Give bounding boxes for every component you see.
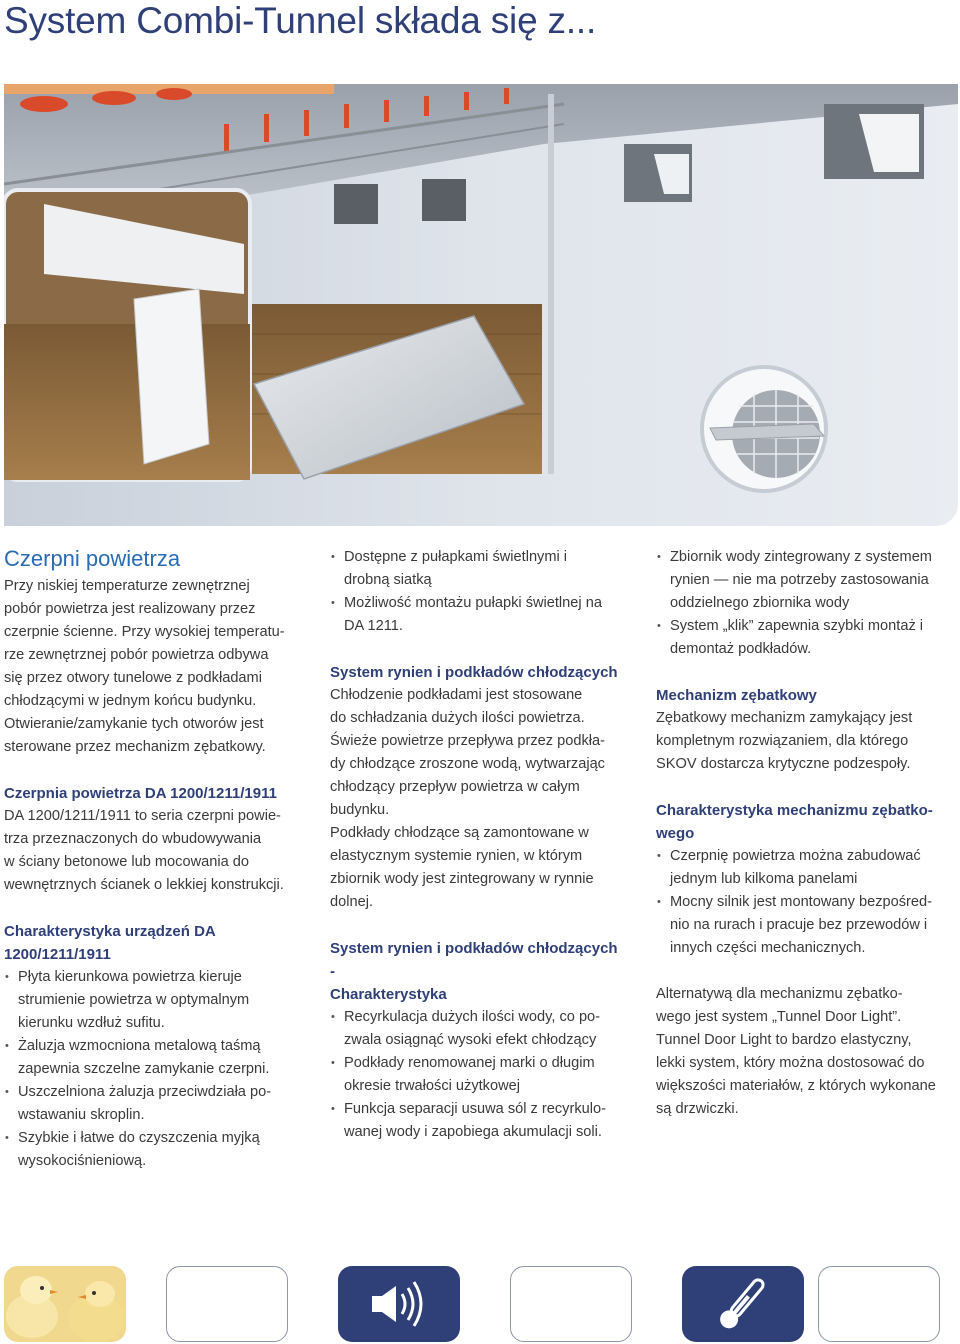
list-item: • Zbiornik wody zintegrowany z systemem rynien — nie ma potrzeby zastosowania oddzielnego zbiornika wody (656, 546, 958, 615)
cooling-features-list (330, 1006, 630, 1144)
rack-mechanism-text: Zębatkowy mechanizm zamykający jest kompletnym rozwiązaniem, dla którego SKOV dostarcza krytyczne podzespoły. (656, 710, 913, 772)
hero-photo (4, 84, 958, 526)
speaker-icon (338, 1266, 460, 1342)
rack-features-list (656, 845, 958, 960)
subheading-da-features: Charakterystyka urządzeń DA 1200/1211/1911 (4, 923, 216, 963)
inlet-options-list (330, 546, 630, 638)
empty-tile (510, 1266, 632, 1342)
thermometer-icon (682, 1266, 804, 1342)
column-1 (4, 546, 304, 1173)
cooling-system-text: Chłodzenie podkładami jest stosowane do schładzania dużych ilości powietrza. Świeże powietrze przepływa przez podkła- dy chłodzące zroszone wodą, wytwarzając chłodzący przepływ powietrza w całym budynku. Podkłady chłodzące są zamontowane w elastycznym systemie rynien, w którym zbiornik wody jest zintegrowany w rynnie dolnej. (330, 687, 605, 910)
tank-features-list (656, 546, 958, 661)
da-inlet-text: DA 1200/1211/1911 to seria czerpni powie- trza przeznaczonych do wbudowywania w ściany betonowe lub mocowania do wewnętrznych ścianek o lekkiej konstrukcji. (4, 808, 284, 893)
subheading-da-inlet: Czerpnia powietrza DA 1200/1211/1911 (4, 785, 277, 802)
list-item: • Płyta kierunkowa powietrza kieruje strumienie powietrza w optymalnym kierunku wzdłuż sufitu. (4, 966, 304, 1035)
page-title: System Combi-Tunnel składa się z... (4, 0, 597, 41)
list-item: • Podkłady renomowanej marki o długim okresie trwałości użytkowej (330, 1052, 630, 1098)
column-2 (330, 546, 630, 1144)
subheading-cooling-system: System rynien i podkładów chłodzących (330, 664, 618, 681)
list-item: • Funkcja separacji usuwa sól z recyrkulo- wanej wody i zapobiega akumulacji soli. (330, 1098, 630, 1144)
empty-tile (818, 1266, 940, 1342)
empty-tile (166, 1266, 288, 1342)
list-item: • System „klik” zapewnia szybki montaż i demontaż podkładów. (656, 615, 958, 661)
list-item: • Mocny silnik jest montowany bezpośred- nio na rurach i pracuje bez przewodów i innych części mechanicznych. (656, 891, 958, 960)
list-item: • Dostępne z pułapkami świetlnymi i drobną siatką (330, 546, 630, 592)
subheading-cooling-features: System rynien i podkładów chłodzących - Charakterystyka (330, 940, 618, 1003)
list-item: • Żaluzja wzmocniona metalową taśmą zapewnia szczelne zamykanie czerpni. (4, 1035, 304, 1081)
intro-text: Przy niskiej temperaturze zewnętrznej pobór powietrza jest realizowany przez czerpnie ścienne. Przy wysokiej temperatu- rze zewnętrznej pobór powietrza odbywa się przez otwory tunelowe z podkładami chłodzącymi w jednym końcu budynku. Otwieranie/zamykanie tych otworów jest sterowane przez mechanizm zębatkowy. (4, 578, 285, 755)
section-heading-air-inlets: Czerpni powietrza (4, 546, 181, 571)
subheading-rack-mechanism: Mechanizm zębatkowy (656, 687, 817, 704)
list-item: • Uszczelniona żaluzja przeciwdziała po- wstawaniu skroplin. (4, 1081, 304, 1127)
list-item: • Czerpnię powietrza można zabudować jednym lub kilkoma panelami (656, 845, 958, 891)
subheading-rack-features: Charakterystyka mechanizmu zębatko- wego (656, 802, 933, 842)
column-3 (656, 546, 958, 1121)
da-features-list (4, 966, 304, 1173)
chicks-photo (4, 1266, 126, 1342)
list-item: • Szybkie i łatwe do czyszczenia myjką wysokociśnieniową. (4, 1127, 304, 1173)
list-item: • Możliwość montażu pułapki świetlnej na DA 1211. (330, 592, 630, 638)
list-item: • Recyrkulacja dużych ilości wody, co po- zwala osiągnąć wysoki efekt chłodzący (330, 1006, 630, 1052)
closing-text: Alternatywą dla mechanizmu zębatko- wego jest system „Tunnel Door Light”. Tunnel Door Light to bardzo elastyczny, lekki system, który można dostosować do większości materiałów, z których wykonane są drzwiczki. (656, 986, 936, 1117)
